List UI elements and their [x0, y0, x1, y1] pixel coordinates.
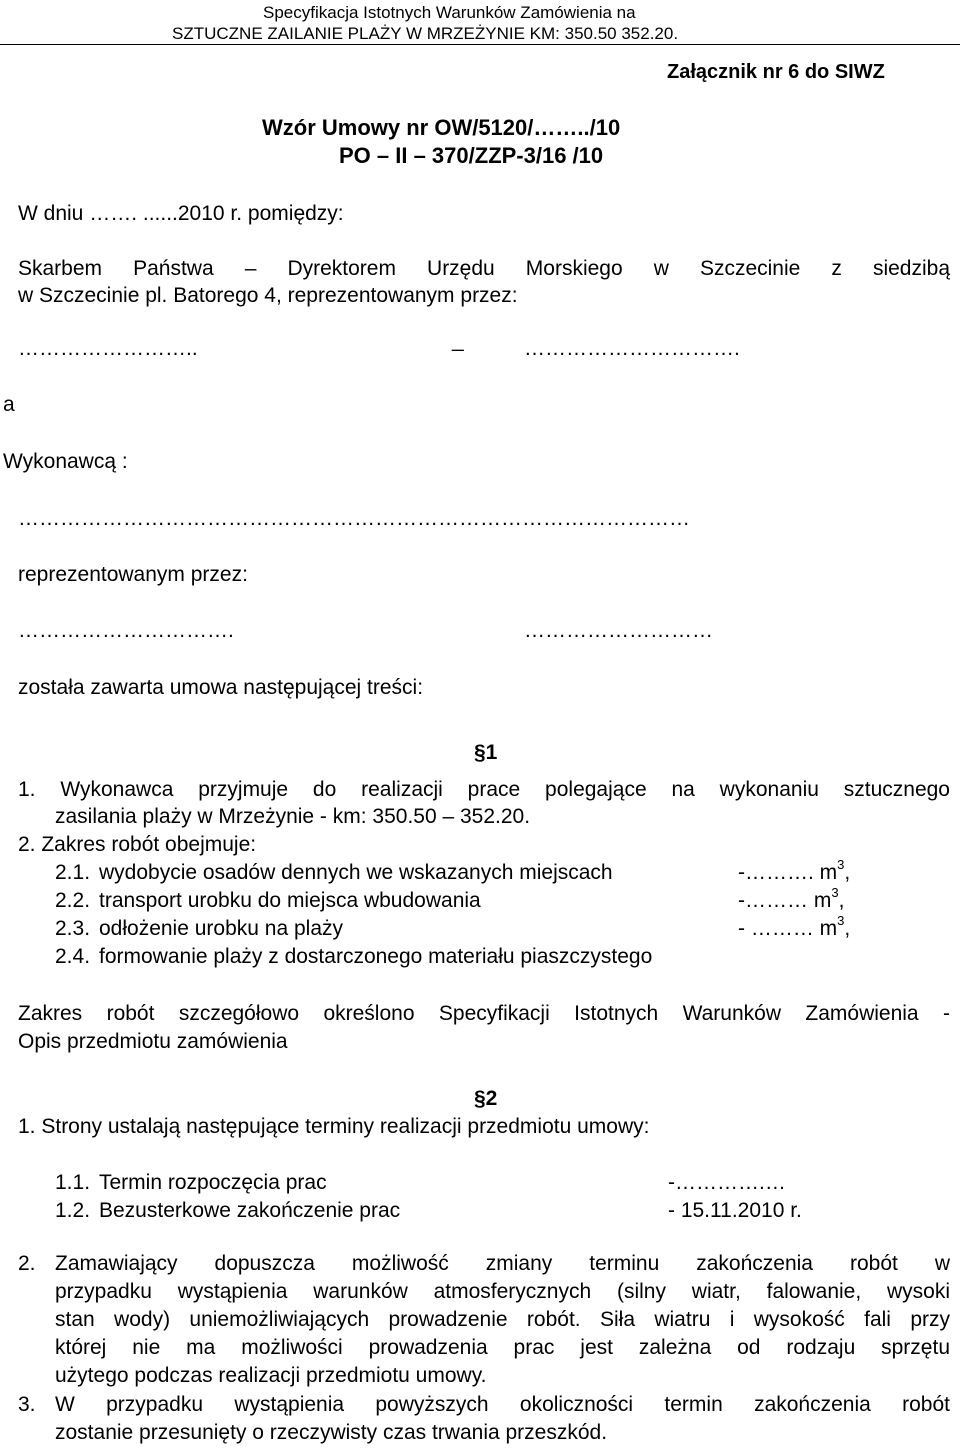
scope-item-number: 2.4.: [55, 945, 91, 968]
section2-p3-line: zostanie przesunięty o rzeczywisty czas trwania przeszkód.: [55, 1421, 608, 1444]
section2-p2-line: przypadku wystąpienia warunków atmosferycznych (silny wiatr, falowanie, wysoki: [55, 1280, 950, 1303]
representative1-dash: _: [452, 329, 464, 352]
scope-reference-line1: Zakres robót szczegółowo określono Specyfikacji Istotnych Warunków Zamówienia -: [18, 1002, 950, 1025]
header-title-line1: Specyfikacja Istotnych Warunków Zamówienia na: [263, 3, 636, 22]
contract-number: PO – II – 370/ZZP-3/16 /10: [339, 143, 604, 168]
scope-item-text: formowanie plaży z dostarczonego materiału piaszczystego: [99, 945, 653, 968]
header-title-line2: SZTUCZNE ZAILANIE PLAŻY W MRZEŻYNIE KM: 350.50 352.20.: [172, 24, 679, 43]
concluded-line: została zawarta umowa następującej treści:: [18, 676, 424, 699]
section2-heading: §2: [474, 1087, 498, 1110]
contractor-label: Wykonawcą :: [3, 450, 128, 473]
section2-p2-line: użytego podczas realizacji przedmiotu umowy.: [55, 1364, 487, 1387]
section1-heading: §1: [474, 741, 498, 764]
section2-p2-number: 2.: [18, 1252, 36, 1275]
scope-item-text: odłożenie urobku na plaży: [99, 917, 344, 940]
scope-item-number: 2.1.: [55, 861, 91, 884]
attachment-label: Załącznik nr 6 do SIWZ: [667, 61, 885, 83]
term-label: Bezusterkowe zakończenie prac: [99, 1199, 401, 1222]
representative1-right: ………………………….: [524, 337, 740, 360]
section2-p2-line: Zamawiający dopuszcza możliwość zmiany terminu zakończenia robót w: [55, 1252, 950, 1275]
representative2-label: reprezentowanym przez:: [18, 563, 248, 586]
term-number: 1.1.: [55, 1171, 91, 1194]
section2-p2-line: której nie ma możliwości prowadzenia prac jest zależna od rodzaju sprzętu: [55, 1336, 950, 1359]
contractor-dots: ……………………………………………………………………………………: [18, 507, 690, 530]
section2-p2-line: stan wody) uniemożliwiających prowadzenie robót. Siła wiatru i wysokość fali przy: [55, 1308, 950, 1331]
section2-p1: 1. Strony ustalają następujące terminy realizacji przedmiotu umowy:: [18, 1115, 650, 1138]
contract-title: Wzór Umowy nr OW/5120/……../10: [262, 115, 621, 140]
term-value: -………….…: [668, 1171, 786, 1194]
representative2-right: ………………………: [524, 619, 713, 642]
section1-p1-line1: 1. Wykonawca przyjmuje do realizacji prace polegające na wykonaniu sztucznego: [18, 778, 950, 801]
term-value: - 15.11.2010 r.: [668, 1199, 802, 1222]
section1-p2: 2. Zakres robót obejmuje:: [18, 833, 257, 856]
party1-line2: w Szczecinie pl. Batorego 4, reprezentowanym przez:: [18, 284, 518, 307]
scope-item-amount: -……… $m^3$,: [738, 885, 845, 912]
section1-p1-line2: zasilania plaży w Mrzeżynie - km: 350.50 – 352.20.: [55, 805, 531, 828]
scope-reference-line2: Opis przedmiotu zamówienia: [18, 1030, 288, 1053]
term-number: 1.2.: [55, 1199, 91, 1222]
header-rule: [0, 44, 960, 45]
scope-item-text: transport urobku do miejsca wbudowania: [99, 889, 481, 912]
scope-item-amount: -………. $m^3$,: [738, 857, 851, 884]
scope-item-number: 2.2.: [55, 889, 91, 912]
scope-item-amount: - ……… $m^3$,: [738, 913, 851, 940]
section2-p3-number: 3.: [18, 1393, 36, 1416]
term-label: Termin rozpoczęcia prac: [99, 1171, 327, 1194]
representative1-left: ……………………..: [18, 337, 198, 360]
scope-item-text: wydobycie osadów dennych we wskazanych miejscach: [99, 861, 613, 884]
representative2-left: ………………………….: [18, 619, 234, 642]
date-line: W dniu ……. ......2010 r. pomiędzy:: [18, 202, 344, 225]
scope-item-number: 2.3.: [55, 917, 91, 940]
conjunction-a: a: [3, 393, 15, 416]
section2-p3-line: W przypadku wystąpienia powyższych okoliczności termin zakończenia robót: [55, 1393, 950, 1416]
party1-line1: Skarbem Państwa – Dyrektorem Urzędu Morskiego w Szczecinie z siedzibą: [18, 257, 950, 280]
